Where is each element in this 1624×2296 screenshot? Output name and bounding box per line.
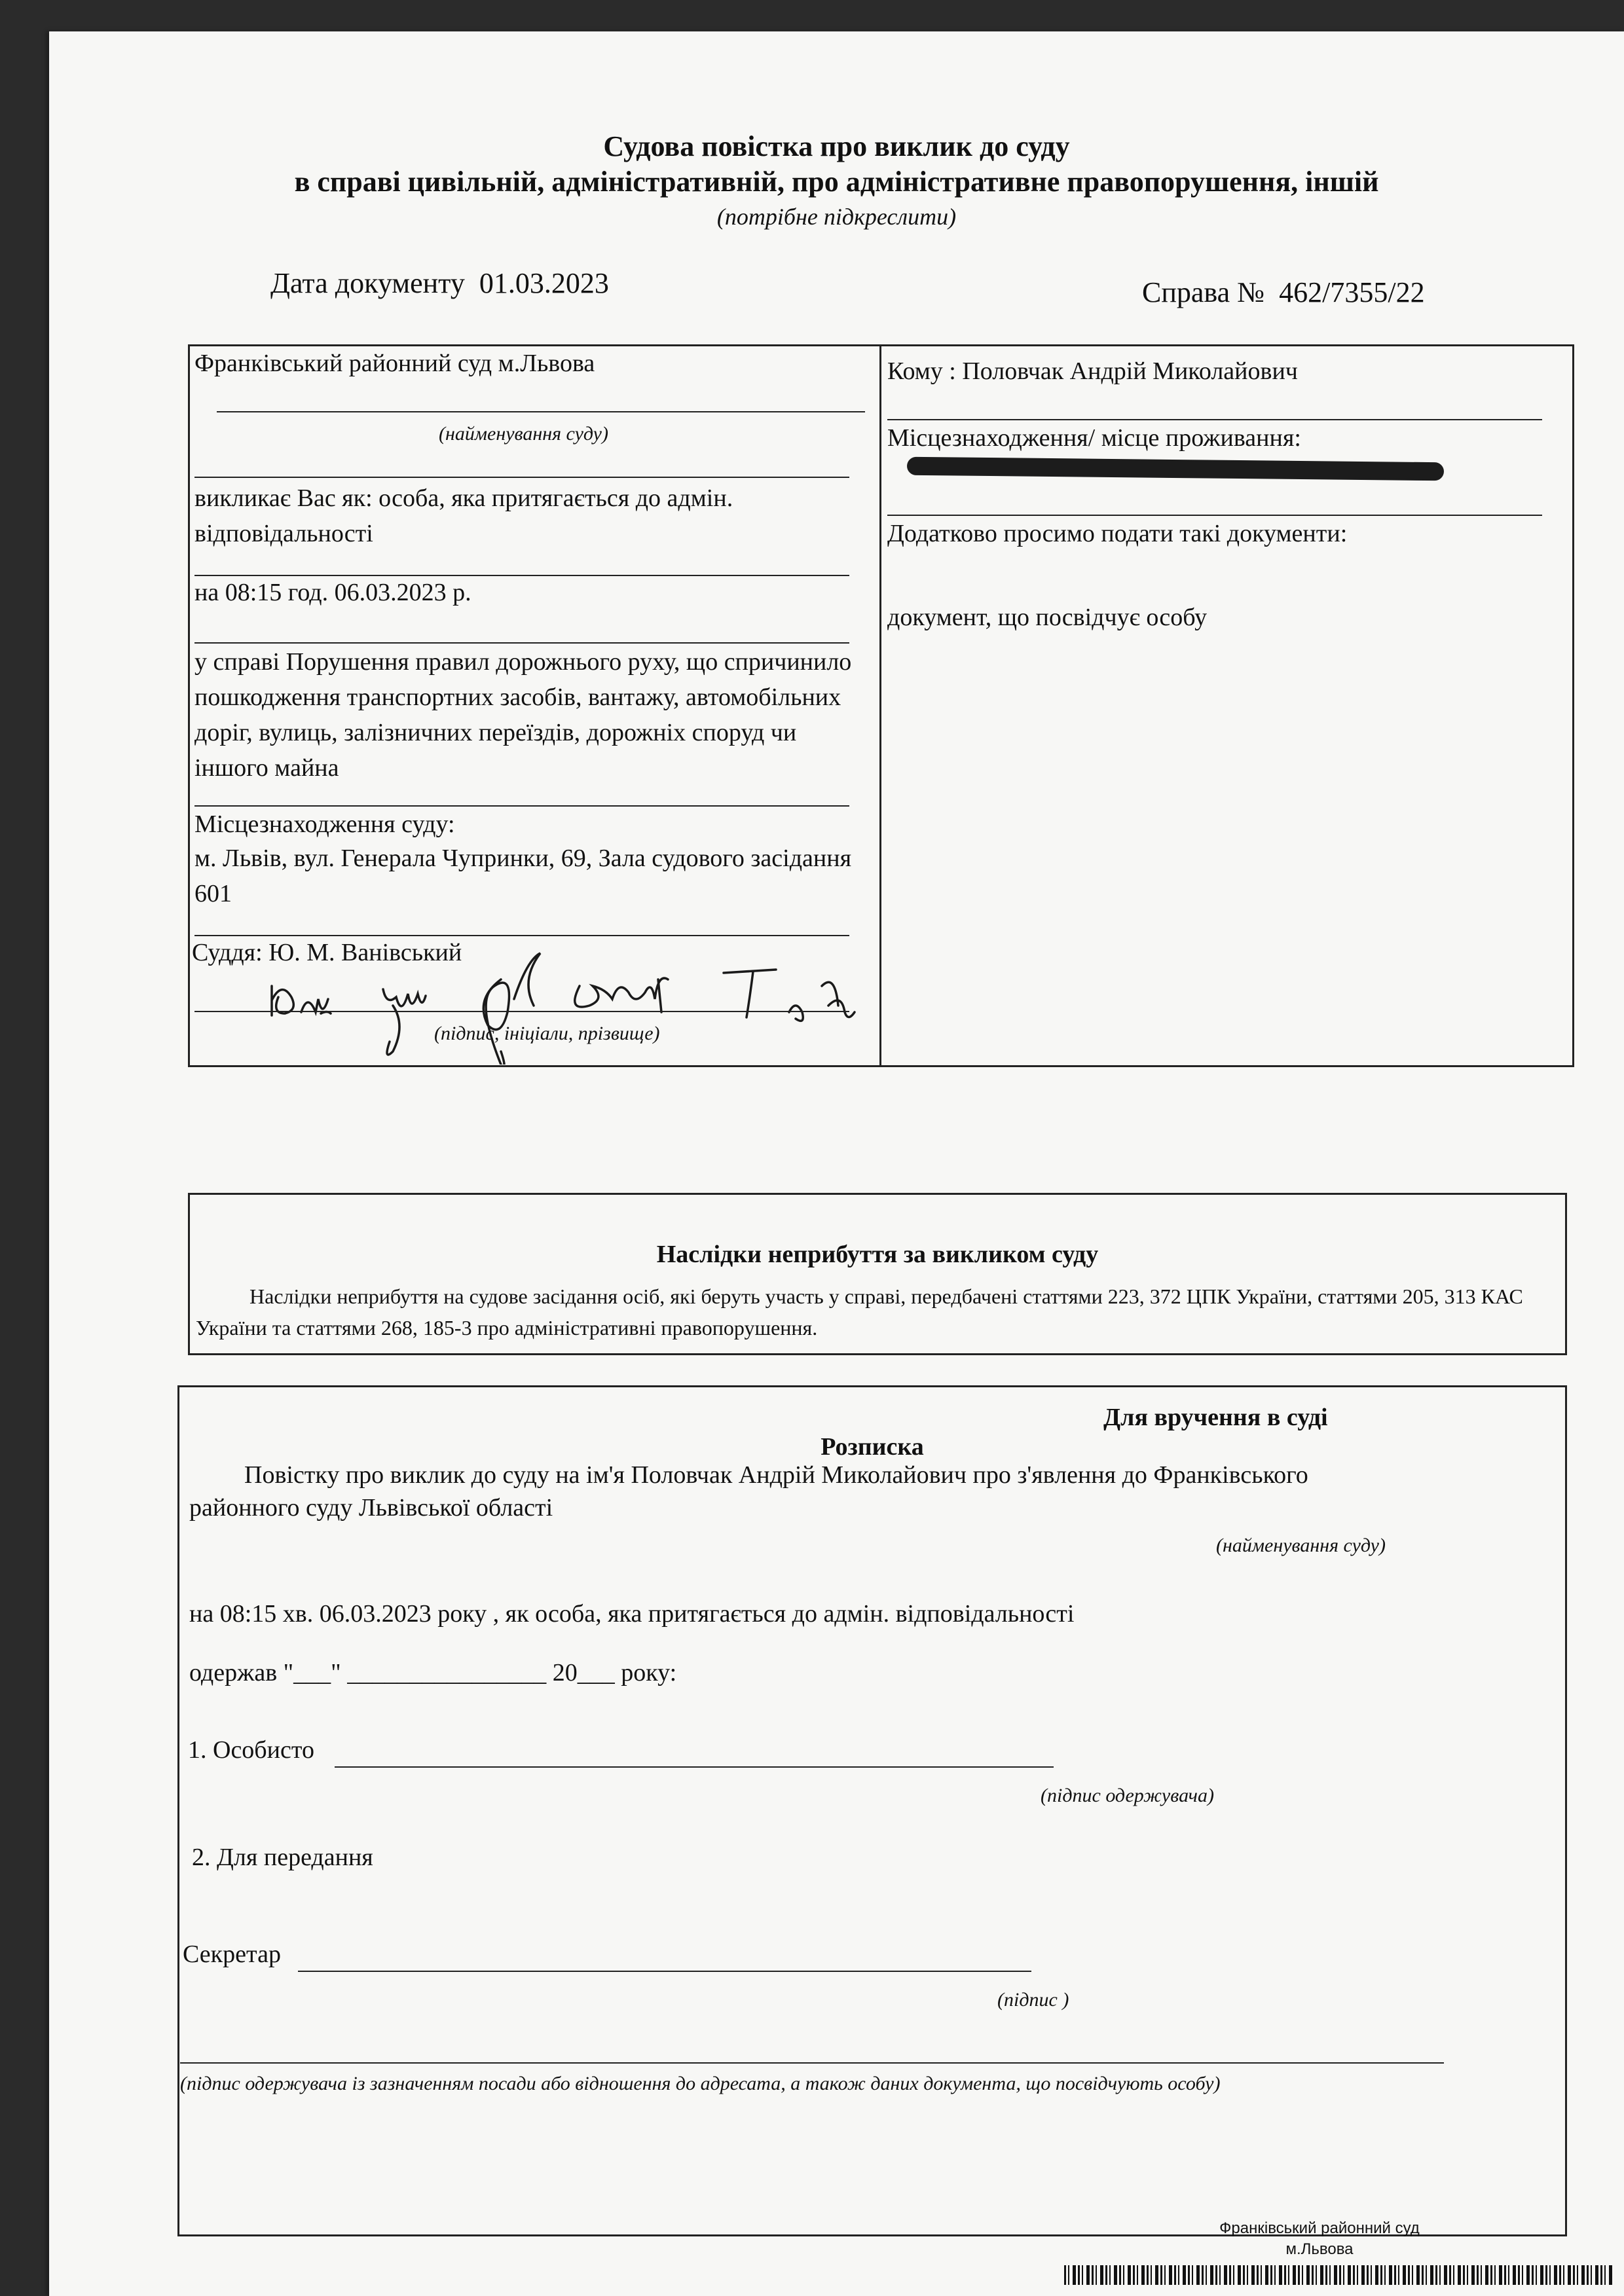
- document-date: [270, 266, 609, 301]
- date-label: Дата документу: [270, 267, 465, 299]
- secretary-signature-caption: (підпис ): [997, 1989, 1069, 2011]
- documents-value: документ, що посвідчує особу: [887, 604, 1208, 631]
- court-stamp: [1123, 2218, 1516, 2260]
- documents-label: Додатково просимо подати такі документи:: [887, 520, 1348, 547]
- for-court-delivery: Для вручення в суді: [1103, 1404, 1328, 1431]
- court-name: Франківський районний суд м.Львова: [194, 350, 595, 377]
- transfer-label: 2. Для передання: [192, 1844, 373, 1871]
- case-number: [1142, 275, 1425, 310]
- court-location-value: м. Львів, вул. Генерала Чупринки, 69, Зала судового засідання 601: [194, 845, 852, 907]
- case-value: 462/7355/22: [1279, 276, 1425, 308]
- title-line-2: в справі цивільній, адміністративній, про адміністративне правопорушення, іншій: [294, 166, 1379, 198]
- judge-name: Суддя: Ю. М. Ванівський: [192, 939, 462, 966]
- court-caption: (найменування суду): [439, 423, 608, 445]
- recipient: Кому : Половчак Андрій Миколайович: [887, 357, 1298, 385]
- receipt-court-caption: (найменування суду): [1216, 1535, 1386, 1556]
- receipt-title: Розписка: [821, 1433, 924, 1461]
- receipt-time-line: на 08:15 хв. 06.03.2023 року , як особа, яка притягається до адмін. відповідальності: [189, 1600, 1075, 1628]
- signature-underline: [194, 1011, 849, 1012]
- title-line-1: Судова повістка про виклик до суду: [603, 130, 1070, 162]
- recipient-signature-caption: (підпис одержувача): [1041, 1785, 1214, 1806]
- left-divider-1: [194, 477, 849, 478]
- title-note: (потрібне підкреслити): [716, 204, 957, 230]
- receipt-line-2: районного суду Львівської області: [189, 1494, 553, 1522]
- summons-as: викликає Вас як: особа, яка притягається до адмін. відповідальності: [194, 484, 733, 547]
- received-line: одержав "___" ________________ 20___ року:: [189, 1659, 677, 1686]
- consequences-text: Наслідки неприбуття на судове засідання осіб, які беруть участь у справі, передбачені статтями 223, 372 ЦПК України, статтями 205, 313 КАС України та статтями 268, 185-3 про адміністративні правопорушення.: [196, 1285, 1523, 1339]
- receipt-footer-line: [180, 2062, 1444, 2064]
- stamp-line-2: м.Львова: [1285, 2240, 1354, 2258]
- left-divider-3: [194, 642, 849, 644]
- summons-page: [49, 31, 1624, 2296]
- barcode: [1064, 2265, 1614, 2285]
- court-location-label: Місцезнаходження суду:: [194, 811, 455, 838]
- case-subject: у справі Порушення правил дорожнього руху, що спричинило пошкодження транспортних засобів, вантажу, автомобільних доріг, вулиць, залізничних переїздів, дорожніх споруд чи іншого майна: [194, 648, 852, 782]
- personally-label: 1. Особисто: [188, 1736, 314, 1764]
- secretary-label: Секретар: [183, 1941, 281, 1968]
- case-label: Справа №: [1142, 276, 1265, 308]
- stamp-line-1: Франківський районний суд: [1219, 2219, 1420, 2237]
- court-underline: [217, 411, 865, 412]
- signature-caption: (підпис, ініціали, прізвище): [434, 1023, 660, 1044]
- receipt-footer-caption: (підпис одержувача із зазначенням посади або відношення до адресата, а також даних документа, що посвідчують особу): [180, 2073, 1221, 2094]
- receipt-line-1: Повістку про виклик до суду на ім'я Половчак Андрій Миколайович про з'явлення до Франківського: [244, 1461, 1308, 1489]
- consequences-title: Наслідки неприбуття за викликом суду: [656, 1241, 1099, 1268]
- personally-signature-line: [335, 1766, 1054, 1768]
- hearing-time: на 08:15 год. 06.03.2023 р.: [194, 579, 471, 606]
- date-value: 01.03.2023: [479, 267, 609, 299]
- residence-label: Місцезнаходження/ місце проживання:: [887, 424, 1301, 452]
- secretary-signature-line: [298, 1971, 1031, 1972]
